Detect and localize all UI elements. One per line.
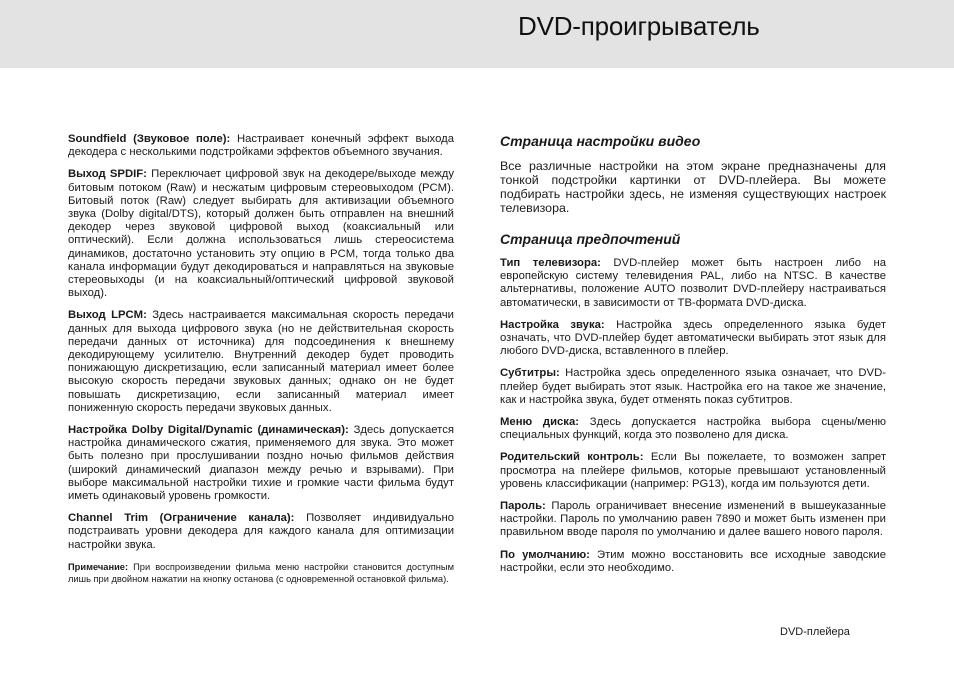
term-tv-type: Тип телевизора: bbox=[500, 257, 601, 269]
paragraph-lpcm bbox=[68, 309, 454, 415]
text-channel-trim: Позволяет индивидуально подстраивать уровни декодера для каждого канала для оптимизации настройки звука. bbox=[68, 512, 455, 551]
paragraph-audio bbox=[500, 319, 886, 359]
note-text: При воспроизведении фильма меню настройки становится доступным лишь при двойном нажатии на кнопку останова (с одновременной остановкой фильма). bbox=[68, 561, 454, 584]
text-audio: Настройка здесь определенного языка будет означать, что DVD-плейер будет автоматически выбирать этот язык для любого DVD-диска, вставленного в плейер. bbox=[500, 318, 886, 358]
term-disc-menu: Меню диска: bbox=[500, 416, 580, 429]
preferences-heading: Страница предпочтений bbox=[500, 231, 681, 247]
note-paragraph bbox=[68, 561, 454, 585]
text-lpcm: Здесь настраивается максимальная скорость передачи данных для выхода цифрового звука (но не действительная скорость передачи данных от источника) для подсоединения к внешнему декодирующему усилителю. Внутренний декодер будет проводить понижающую дискретизацию, если записанный материал имеет более высокую скорость передачи звуковых данных; однако он не будет повышать дискретизацию, если записанный материал имеет пониженную скорость передачи звуковых данных. bbox=[68, 309, 454, 414]
term-default: По умолчанию: bbox=[500, 548, 590, 561]
text-subtitles: Настройка здесь определенного языка означает, что DVD-плейер будет выбирать этот язык. Настройка его на такое же значение, как и настройка звука, будет отменять показ субтитров. bbox=[500, 367, 886, 406]
page-header bbox=[0, 0, 954, 68]
term-soundfield: Soundfield (Звуковое поле): bbox=[68, 133, 231, 145]
left-column bbox=[68, 133, 454, 585]
text-disc-menu: Здесь допускается настройка выбора сцены/меню специальных функций, когда это позволено для диска. bbox=[500, 416, 886, 442]
term-dolby: Настройка Dolby Digital/Dynamic (динамическая): bbox=[68, 424, 349, 437]
paragraph-tv-type bbox=[500, 257, 886, 310]
video-settings-text: Все различные настройки на этом экране предназначены для тонкой подстройки картинки от DVD-плейера. Вы можете подбирать настройки здесь, не изменяя существующих настроек телевизора. bbox=[500, 159, 886, 215]
term-spdif: Выход SPDIF: bbox=[68, 168, 147, 181]
term-password: Пароль: bbox=[500, 500, 546, 513]
text-dolby: Здесь допускается настройка динамического сжатия, применяемого для звука. Это может быть полезно при прослушивании поздно ночью фильмов действия (широкий динамический диапазон между речью и взрывами). При выборе максимальной настройки тихие и громкие части фильма будут иметь одинаковый уровень громкости. bbox=[68, 424, 454, 503]
text-password: Пароль ограничивает внесение изменений в вышеуказанные настройки. Пароль по умолчанию равен 7890 и может быть изменен при правильном вводе пароля по умолчанию и далее вашего нового пароля. bbox=[500, 500, 886, 539]
paragraph-parental bbox=[500, 451, 886, 491]
text-soundfield: Настраивает конечный эффект выхода декодера с несколькими подстройками эффектов объемного звучания. bbox=[68, 133, 454, 159]
term-lpcm: Выход LPCM: bbox=[68, 309, 147, 322]
note-term: Примечание: bbox=[68, 561, 129, 572]
term-channel-trim: Channel Trim (Ограничение канала): bbox=[68, 512, 295, 525]
text-spdif: Переключает цифровой звук на декодере/выходе между битовым потоком (Raw) и несжатым цифровым стереовыходом (PCM). Битовый поток (Raw) следует выбирать для активизации объемного звука (Dolby digital/DTS), который должен быть отправлен на внешний декодер через звуковой цифровой выход (коаксиальный или оптический). Если должна использоваться лишь стереосистема динамиков, достаточно установить эту опцию в PCM, тогда только два канала информации будут декодироваться и направляться на звуковые стереовыходы (и на коаксиальный/оптический цифровой звуковой выход). bbox=[68, 168, 455, 300]
right-column bbox=[500, 133, 886, 584]
paragraph-password bbox=[500, 500, 886, 540]
paragraph-default bbox=[500, 549, 886, 575]
paragraph-dolby bbox=[68, 424, 454, 503]
term-subtitles: Субтитры: bbox=[500, 367, 560, 380]
footer-label: DVD-плейера bbox=[780, 626, 850, 638]
paragraph-soundfield bbox=[68, 133, 454, 159]
paragraph-subtitles bbox=[500, 367, 886, 407]
paragraph-channel-trim bbox=[68, 512, 454, 552]
term-audio: Настройка звука: bbox=[500, 318, 605, 331]
text-parental: Если Вы пожелаете, то возможен запрет просмотра на плейере фильмов, которые превышают установленный уровень классификации (например: PG13), когда им пользуются дети. bbox=[500, 451, 887, 490]
paragraph-disc-menu bbox=[500, 416, 886, 442]
text-default: Этим можно восстановить все исходные заводские настройки, если это необходимо. bbox=[500, 548, 886, 574]
term-parental: Родительский контроль: bbox=[500, 451, 644, 464]
text-tv-type: DVD-плейер может быть настроен либо на европейскую систему телевидения PAL, либо на NTSC. В качестве альтернативы, положение AUTO позволит DVD-плейеру настраиваться автоматически, в зависимости от ТВ-формата DVD-диска. bbox=[500, 257, 886, 309]
video-settings-heading: Страница настройки видео bbox=[500, 133, 701, 149]
page-title: DVD-проигрыватель bbox=[518, 11, 760, 41]
paragraph-spdif bbox=[68, 168, 454, 300]
